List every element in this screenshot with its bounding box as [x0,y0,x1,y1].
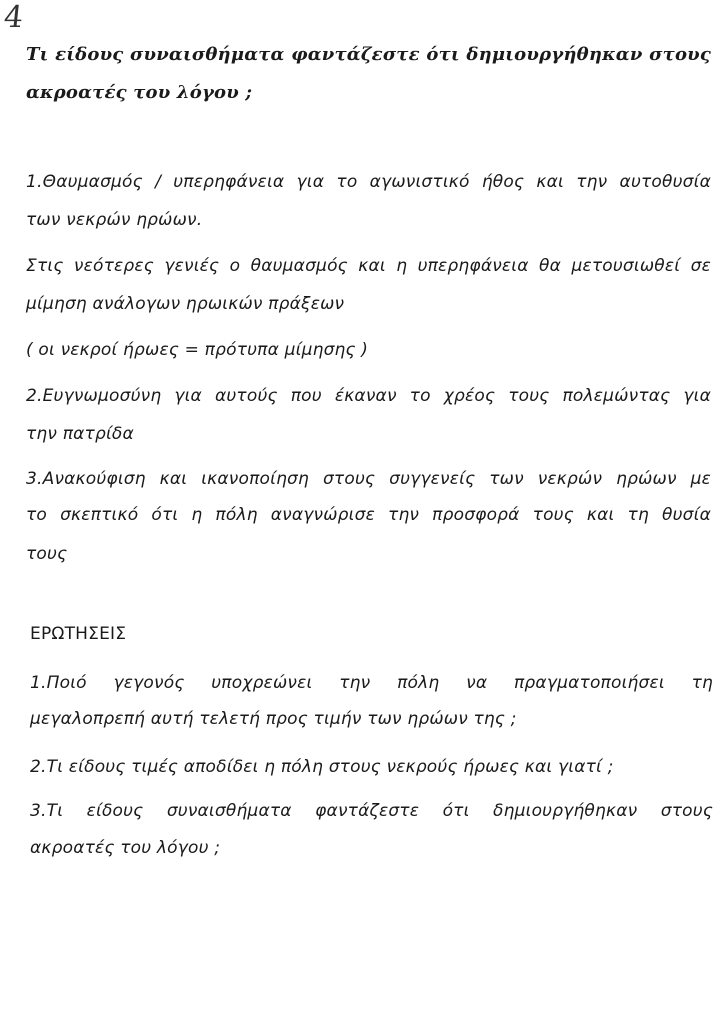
question-3-line-1: 3.Τι είδους συναισθήματα φαντάζεστε ότι δημιουργήθηκαν στους [30,801,713,821]
answer-1c-line-1: ( οι νεκροί ήρωες = πρότυπα μίμησης ) [26,340,369,360]
page-number: 4 [2,0,25,35]
answer-3-line-3: τους [26,544,68,564]
header-question-line-2: ακροατές του λόγου ; [26,82,253,103]
answer-3-line-1: 3.Ανακούφιση και ικανοποίηση στους συγγενείς των νεκρών ηρώων με [26,469,711,489]
question-2-line-1: 2.Τι είδους τιμές αποδίδει η πόλη στους νεκρούς ήρωες και γιατί ; [30,757,614,777]
header-question-line-1: Τι είδους συναισθήματα φαντάζεστε ότι δημιουργήθηκαν στους [26,44,711,65]
answer-1b-line-1: Στις νεότερες γενιές ο θαυμασμός και η υπερηφάνεια θα μετουσιωθεί σε [26,256,711,276]
question-1-line-1: 1.Ποιό γεγονός υποχρεώνει την πόλη να πραγματοποιήσει τη [30,673,713,693]
answer-1-line-1: 1.Θαυμασμός / υπερηφάνεια για το αγωνιστικό ήθος και την αυτοθυσία [26,172,711,192]
question-3-line-2: ακροατές του λόγου ; [30,838,221,858]
answer-1-line-2: των νεκρών ηρώων. [26,210,203,230]
question-1-line-2: μεγαλοπρεπή αυτή τελετή προς τιμήν των ηρώων της ; [30,709,517,729]
answer-1b-line-2: μίμηση ανάλογων ηρωικών πράξεων [26,294,345,314]
questions-heading: ΕΡΩΤΗΣΕΙΣ [30,624,127,644]
answer-2-line-1: 2.Ευγνωμοσύνη για αυτούς που έκαναν το χρέος τους πολεμώντας για [26,386,711,406]
answer-2-line-2: την πατρίδα [26,424,134,444]
answer-3-line-2: το σκεπτικό ότι η πόλη αναγνώρισε την προσφορά τους και τη θυσία [26,505,711,525]
